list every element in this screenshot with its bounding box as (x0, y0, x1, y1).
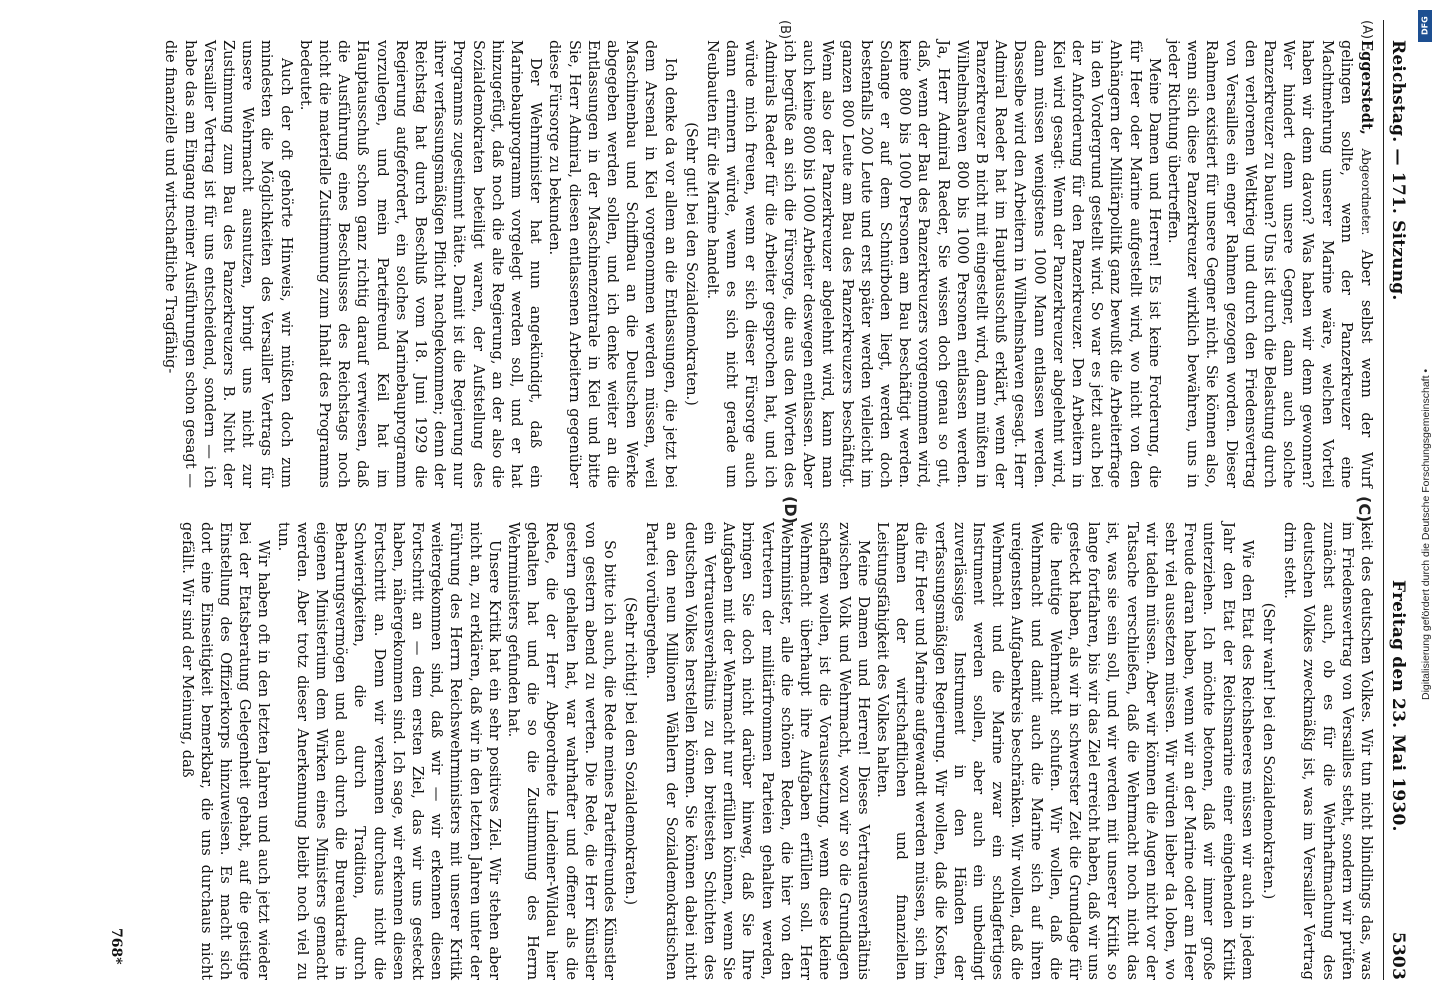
margin-marker-b: (B) (777, 20, 792, 40)
speech-paragraph: Meine Damen und Herren! Es ist keine Forderung, die für Heer oder Marine aufgestellt wird, wo nicht von den Anhängern der Militärpolitik ganz bewußt die Arbeiterfrage in den Vordergrund gestellt wird. So war es jetzt auch bei der Anforderung für den Panzerkreuzer. Den Arbeitern in Kiel wird gesagt: Wenn der Panzerkreuzer abgelehnt wird, dann müssen wenigstens 1000 Mann entlassen werden. Dasselbe wird den Arbeitern in Wilhelmshaven gesagt. Herr Admiral Raeder hat im Hauptausschuß erklärt, wenn der Panzerkreuzer B nicht mit eingestellt wird, dann müßten in Wilhelmshaven 800 bis 1000 Personen entlassen werden. Ja, Herr Admiral Raeder, Sie wissen doch genau so gut, daß, wenn der Bau des Panzerkreuzers vorgenommen wird, keine 800 bis 1000 Personen am Bau beschäftigt werden. Solange er auf dem Schnürboden liegt, werden doch bestenfalls 200 Leute und erst später werden vielleicht im ganzen 800 Leute am Bau des Panzerkreuzers beschäftigt. Wenn also der Panzerkreuzer abgelehnt wird, kann man auch keine 800 bis 1000 Arbeiter deswegen entlassen. Aber ich begrüße an sich die Fürsorge, die aus den Worten des Admirals Raeder für die Arbeiter gesprochen hat, und ich würde mich freuen, wenn er sich dieser Fürsorge auch dann erinnern würde, wenn es sich nicht gerade um Neubauten für die Marine handelt. (704, 40, 1163, 488)
speech-paragraph (1164, 40, 1376, 488)
speech-paragraph: Meine Damen und Herren! Dieses Vertrauensverhältnis zwischen Volk und Wehrmacht, wozu wir so die Grundlagen schaffen wollen, ist die Voraussetzung, wenn diese kleine Wehrmacht überhaupt ihre Aufgaben erfüllen soll. Herr Wehrminister, alle die schönen Reden, die hier von den Vertretern der militärfrommen Parteien gehalten werden, bringen Sie doch nicht darüber hinweg, daß Sie Ihre Aufgaben mit der Wehrmacht nur erfüllen können, wenn Sie ein Vertrauensverhältnis zu den breitesten Schichten des deutschen Volkes herstellen können. Sie können dabei nicht an den neun Millionen Wählern der Sozialdemokratischen Partei vorübergehen. (643, 522, 872, 980)
speech-paragraph: keit des deutschen Volkes. Wir tun nicht blindlings das, was im Friedensvertrag von Versailles steht, sondern wir prüfen zunächst auch, ob es für die Wehrhaftmachung des deutschen Volkes zweckmäßig ist, was im Versailler Vertrag drin steht. (1281, 522, 1375, 980)
speech-paragraph: So bitte ich auch, die Rede meines Parteifreundes Künstler von gestern abend zu werten. Die Rede, die Herr Künstler gestern gehalten hat, war wahrhafter und offener als die Rede, die der Herr Abgeordnete Lindeiner-Wildau hier gehalten hat und die so die Zustimmung des Herrn Wehrministers gefunden hat. (505, 522, 619, 980)
dfg-logo: DFG (1418, 10, 1432, 42)
left-column (161, 40, 1376, 488)
page-header (1383, 20, 1410, 980)
margin-marker-a: (A) (1359, 20, 1374, 40)
right-column (177, 522, 1376, 980)
speaker-name: Eggerstedt, (1358, 40, 1375, 135)
speech-paragraph: Wie den Etat des Reichsheeres müssen wir auch in jedem Jahr den Etat der Reichsmarine einer eingehenden Kritik unterziehen. Ich möchte betonen, daß wir immer große Freude daran haben, wenn wir an der Marine oder am Heer sehr viel aussetzen müssen. Wir würden lieber da loben, wo wir tadeln müssen. Aber wir können die Augen nicht vor der Tatsache verschließen, daß die Wehrmacht noch nicht das ist, was sie sein soll, und wir werden mit unserer Kritik so lange fortfahren, bis wir das Ziel erreicht haben, daß wir uns gesteckt haben, als wir in schwerster Zeit die Grundlage für die heutige Wehrmacht schufen. Wir wollen, daß die Wehrmacht und damit auch die Marine sich auf ihren ureigensten Aufgabenkreis beschränken. Wir wollen, daß die Wehrmacht und die Marine zwar ein schlagfertiges Instrument werden sollen, aber auch ein unbedingt zuverlässiges Instrument in den Händen der verfassungsmäßigen Regierung. Wir wollen, daß die Kosten, die für Heer und Marine aufgewandt werden müssen, sich im Rahmen der wirtschaftlichen und finanziellen Leistungsfähigkeit des Volkes halten. (873, 522, 1256, 980)
interjection: (Sehr richtig! bei den Sozialdemokraten.) (622, 596, 640, 906)
interjection: (Sehr wahr! bei den Sozialdemokraten.) (1259, 602, 1277, 900)
speech-paragraph: Wir haben oft in den letzten Jahren und auch jetzt wieder bei der Etatsberatung Gelegenheit gehabt, auf die geistige Einstellung des Offizierkorps hinzuweisen. Es macht sich dort eine Einseitigkeit bemerkbar, die uns durchaus nicht gefällt. Wir sind der Meinung, daß (178, 522, 273, 980)
speech-paragraph: Ich denke da vor allem an die Entlassungen, die jetzt bei dem Arsenal in Kiel vorgenommen werden müssen, weil Maschinenbau und Schiffbau an die Deutschen Werke abgegeben werden sollen, und ich denke weiter an die Entlassungen in der Maschinenzentrale in Kiel und bitte Sie, Herr Admiral, diesen entlassenen Arbeitern gegenüber diese Fürsorge zu bekunden. (546, 40, 679, 488)
speech-paragraph: Auch der oft gehörte Hinweis, wir müßten doch zum mindesten die Möglichkeiten des Versailler Vertrags für unsere Wehrmacht ausnutzen, bringt uns nicht zur Zustimmung zum Bau des Panzerkreuzers B. Nicht der Versailler Vertrag ist für uns entscheidend, sondern — ich habe das am Eingang meiner Ausführungen schon gesagt — die finanzielle und wirtschaftliche Tragfähig- (162, 40, 295, 488)
speech-text: Aber selbst wenn der Wurf gelingen sollte, wenn der Panzerkreuzer eine Machtmehrung unserer Marine wäre, welchen Vorteil haben wir denn davon? Was haben wir denn gewonnen? Wer hindert denn unsere Gegner, dann auch solche Panzerkreuzer zu bauen? Uns ist durch die Belastung durch den verlorenen Weltkrieg und durch den Friedensvertrag von Versailles ein enger Rahmen gezogen worden. Dieser Rahmen existiert für unsere Gegner nicht. Sie können also, wenn sich diese Panzerkreuzer wirklich bewähren, uns in jeder Richtung übertreffen. (1164, 40, 1375, 489)
header-session: Reichstag. — 171. Sitzung. (1388, 40, 1408, 301)
margin-marker-d: (D) (781, 496, 800, 524)
sidebar-credit (1418, 0, 1434, 1000)
speech-paragraph: Der Wehrminister hat nun angekündigt, daß ein Marinebauprogramm vorgelegt werden soll, und er hat hinzugefügt, daß noch die alte Regierung, an der also die Sozialdemokraten beteiligt waren, der Aufstellung des Programms zugestimmt hätte. Damit ist die Regierung nur ihrer verfassungsmäßigen Pflicht nachgekommen; denn der Reichstag hat durch Beschluß vom 18. Juni 1929 die Regierung aufgefordert, ein solches Marinebauprogramm vorzulegen, und mein Parteifreund Keil hat im Hauptausschuß schon ganz richtig darauf verwiesen, daß die Ausführung eines Beschlusses des Reichstags noch nicht die materielle Zustimmung zum Inhalt des Programms bedeutet. (296, 40, 545, 488)
interjection: (Sehr gut! bei den Sozialdemokraten.) (682, 122, 700, 406)
document-page (100, 20, 1410, 980)
speech-paragraph: Unsere Kritik hat ein sehr positives Ziel. Wir stehen aber nicht an, zu erklären, daß wir in den letzten Jahren unter der Führung des Herrn Reichswehrministers mit unserer Kritik weitergekommen sind, daß wir — wir erkennen diesen Fortschritt an — dem ersten Ziel, das wir uns gesteckt haben, nähergekommen sind. Ich sage, wir erkennen diesen Fortschritt an. Denn wir verkennen durchaus nicht die Schwierigkeiten, die durch Tradition, durch Beharrungsvermögen und auch durch die Bureaukratie in eigenen Ministerium dem Wirken eines Ministers gemacht werden. Aber trotz dieser Anerkennung bleibt noch viel zu tun. (274, 522, 503, 980)
dfg-credit-text: Digitalisierung gefördert durch die Deutsche Forschungsgemeinschaft • (1420, 368, 1432, 700)
page-number: 5303 (1388, 931, 1408, 980)
signature-mark: 768* (108, 928, 124, 965)
margin-marker-c: (C) (1355, 496, 1374, 523)
speaker-role: Abgeordneter. (1359, 134, 1373, 236)
header-date: Freitag den 23. Mai 1930. (1388, 580, 1408, 832)
